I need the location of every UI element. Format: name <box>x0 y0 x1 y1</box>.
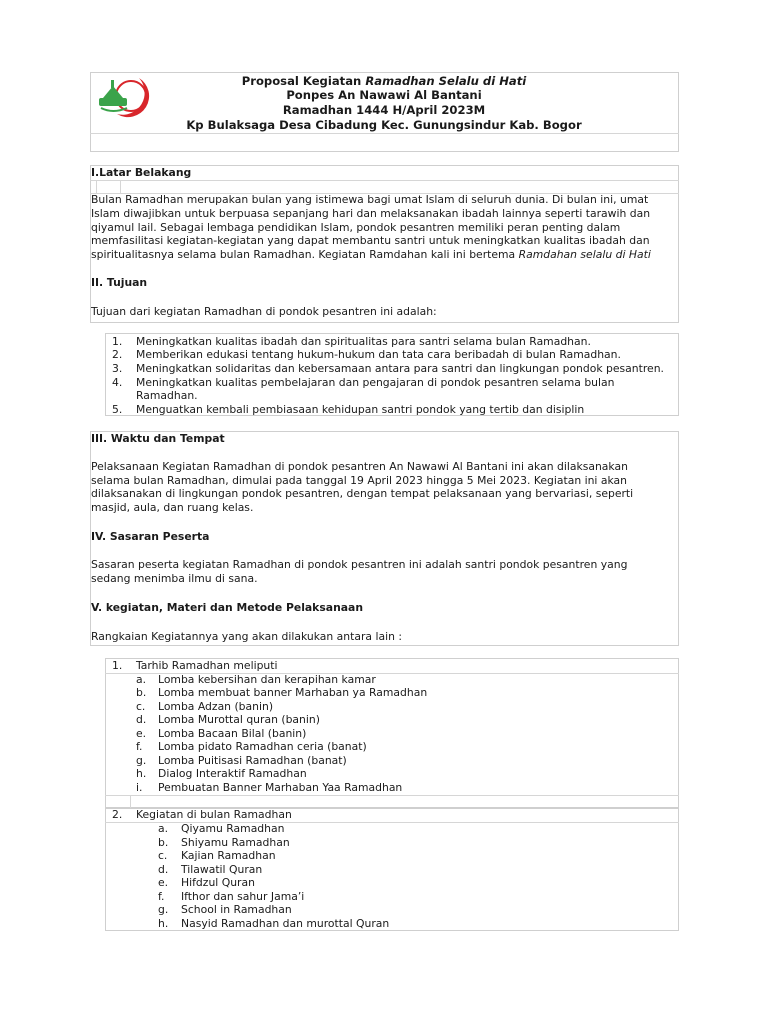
kegiatan-item-c: Kajian Ramadhan <box>181 849 276 862</box>
header-divider <box>90 133 679 134</box>
tarhib-item-a: Lomba kebersihan dan kerapihan kamar <box>158 673 376 686</box>
tarhib-item-i: Pembuatan Banner Marhaban Yaa Ramadhan <box>158 781 403 794</box>
tarhib-item-f: Lomba pidato Ramadhan ceria (banat) <box>158 740 367 753</box>
tujuan-item-2: Memberikan edukasi tentang hukum-hukum dan tata cara beribadah di bulan Ramadhan. <box>136 348 621 361</box>
kegiatan-item-h: Nasyid Ramadhan dan murottal Quran <box>181 917 390 930</box>
section-1-line-5: spiritualitasnya selama bulan Ramadhan. Kegiatan Ramdahan kali ini bertema Ramdahan selalu di Hati <box>91 248 651 261</box>
section-1-line-1: Bulan Ramadhan merupakan bulan yang istimewa bagi umat Islam di seluruh dunia. Di bulan ini, umat <box>91 193 649 206</box>
tujuan-item-1: Meningkatkan kualitas ibadah dan spiritualitas para santri selama bulan Ramadhan. <box>136 335 591 348</box>
tarhib-item-h-letter: h. <box>136 767 147 780</box>
kegiatan-item-a: Qiyamu Ramadhan <box>181 822 285 835</box>
header-line-1: Proposal Kegiatan Ramadhan Selalu di Hati <box>241 74 527 88</box>
section-1-heading: I.Latar Belakang <box>91 166 192 179</box>
section-1-line-4: memfasilitasi kegiatan-kegiatan yang dapat membantu santri untuk meningkatkan kualitas ibadah dan <box>91 234 650 247</box>
tujuan-item-4-line-2: Ramadhan. <box>136 389 198 402</box>
kegiatan-title: Kegiatan di bulan Ramadhan <box>136 808 292 821</box>
kegiatan-item-f: Ifthor dan sahur Jama’i <box>181 890 305 903</box>
header-line-2: Ponpes An Nawawi Al Bantani <box>286 88 482 102</box>
tarhib-item-i-letter: i. <box>136 781 143 794</box>
kegiatan-item-b: Shiyamu Ramadhan <box>181 836 290 849</box>
tujuan-item-5: Menguatkan kembali pembiasaan kehidupan santri pondok yang tertib dan disiplin <box>136 403 585 416</box>
tarhib-item-g: Lomba Puitisasi Ramadhan (banat) <box>158 754 347 767</box>
tujuan-item-4-line-1: Meningkatkan kualitas pembelajaran dan pengajaran di pondok pesantren selama bulan <box>136 376 615 389</box>
tarhib-item-a-letter: a. <box>136 673 147 686</box>
header-line-3: Ramadhan 1444 H/April 2023M <box>282 103 486 117</box>
tujuan-item-3: Meningkatkan solidaritas dan kebersamaan antara para santri dan lingkungan pondok pesantren. <box>136 362 664 375</box>
tarhib-item-g-letter: g. <box>136 754 147 767</box>
section-1-line-3: qiyamul lail. Sebagai lembaga pendidikan Islam, pondok pesantren memiliki peran penting dalam <box>91 221 621 234</box>
tarhib-item-e-letter: e. <box>136 727 147 740</box>
tarhib-number: 1. <box>112 659 123 672</box>
kegiatan-item-f-letter: f. <box>158 890 165 903</box>
tujuan-item-3-number: 3. <box>112 362 123 375</box>
tarhib-item-b: Lomba membuat banner Marhaban ya Ramadhan <box>158 686 428 699</box>
tujuan-item-4-number: 4. <box>112 376 123 389</box>
tujuan-item-1-number: 1. <box>112 335 123 348</box>
section-1-line-2: Islam diwajibkan untuk berpuasa sepanjang hari dan melaksanakan ibadah lainnya seperti tarawih dan <box>91 207 651 220</box>
tarhib-title: Tarhib Ramadhan meliputi <box>136 659 278 672</box>
kegiatan-item-g-letter: g. <box>158 903 169 916</box>
section-4-heading: IV. Sasaran Peserta <box>91 530 210 543</box>
kegiatan-item-d: Tilawatil Quran <box>181 863 263 876</box>
kegiatan-item-d-letter: d. <box>158 863 169 876</box>
section-2-intro: Tujuan dari kegiatan Ramadhan di pondok pesantren ini adalah: <box>91 305 437 318</box>
tarhib-item-f-letter: f. <box>136 740 143 753</box>
kegiatan-item-b-letter: b. <box>158 836 169 849</box>
kegiatan-item-g: School in Ramadhan <box>181 903 292 916</box>
kegiatan-item-e-letter: e. <box>158 876 169 889</box>
tarhib-item-c-letter: c. <box>136 700 146 713</box>
kegiatan-number: 2. <box>112 808 123 821</box>
section-5-intro: Rangkaian Kegiatannya yang akan dilakukan antara lain : <box>91 630 402 643</box>
section-3-line-3: dilaksanakan di lingkungan pondok pesantren, dengan tempat pelaksanaan yang bervariasi, seperti <box>91 487 634 500</box>
tarhib-item-c: Lomba Adzan (banin) <box>158 700 274 713</box>
kegiatan-item-h-letter: h. <box>158 917 169 930</box>
tarhib-item-d: Lomba Murottal quran (banin) <box>158 713 320 726</box>
tarhib-item-h: Dialog Interaktif Ramadhan <box>158 767 307 780</box>
section-2-heading: II. Tujuan <box>91 276 148 289</box>
tujuan-item-2-number: 2. <box>112 348 123 361</box>
tarhib-item-d-letter: d. <box>136 713 147 726</box>
tarhib-item-b-letter: b. <box>136 686 147 699</box>
section-3-line-2: selama bulan Ramadhan, dimulai pada tanggal 19 April 2023 hingga 5 Mei 2023. Kegiatan ini akan <box>91 474 628 487</box>
section-3-line-4: masjid, aula, dan ruang kelas. <box>91 501 254 514</box>
kegiatan-item-a-letter: a. <box>158 822 169 835</box>
section-3-line-1: Pelaksanaan Kegiatan Ramadhan di pondok pesantren An Nawawi Al Bantani ini akan dilaksanakan <box>91 460 628 473</box>
header-line-4: Kp Bulaksaga Desa Cibadung Kec. Gunungsindur Kab. Bogor <box>186 118 582 132</box>
section-3-heading: III. Waktu dan Tempat <box>91 432 225 445</box>
tujuan-item-5-number: 5. <box>112 403 123 416</box>
section-4-line-1: Sasaran peserta kegiatan Ramadhan di pondok pesantren ini adalah santri pondok pesantren yang <box>91 558 628 571</box>
tarhib-item-e: Lomba Bacaan Bilal (banin) <box>158 727 307 740</box>
section-5-heading: V. kegiatan, Materi dan Metode Pelaksanaan <box>91 601 364 614</box>
section-4-line-2: sedang menimba ilmu di sana. <box>91 572 258 585</box>
kegiatan-item-c-letter: c. <box>158 849 168 862</box>
kegiatan-item-e: Hifdzul Quran <box>181 876 255 889</box>
